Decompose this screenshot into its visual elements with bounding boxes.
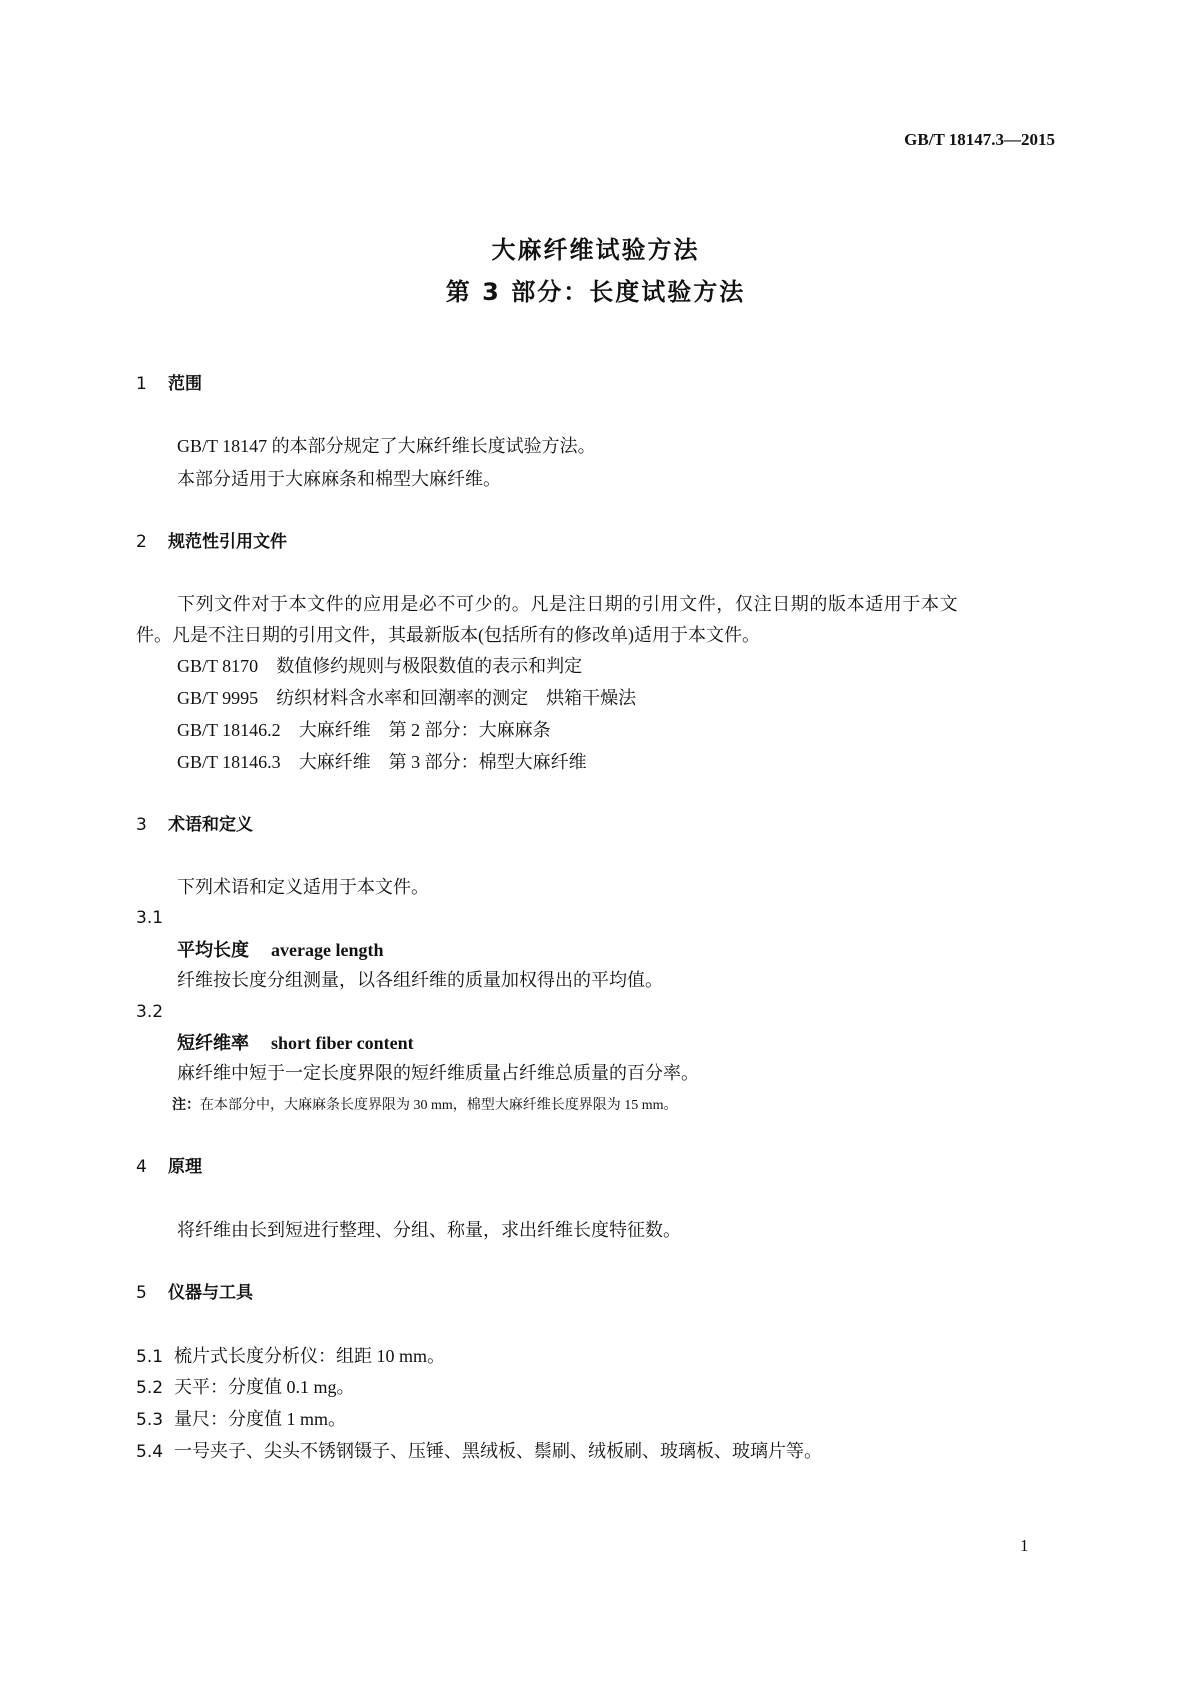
note <box>172 1094 678 1117</box>
item-text: 天平：分度值 0.1 mg。 <box>174 1377 355 1397</box>
section-3-heading <box>136 814 253 836</box>
page-number: 1 <box>1020 1536 1029 1555</box>
section-number: 5 <box>136 1283 147 1303</box>
section-number: 1 <box>136 374 147 394</box>
term-definition: 麻纤维中短于一定长度界限的短纤维质量占纤维总质量的百分率。 <box>177 1063 699 1083</box>
note-text: 在本部分中，大麻麻条长度界限为 30 mm，棉型大麻纤维长度界限为 15 mm。 <box>200 1098 678 1113</box>
term-number: 3.2 <box>136 1002 164 1022</box>
reference-code: GB/T 8170 <box>177 656 259 676</box>
paragraph: 下列术语和定义适用于本文件。 <box>177 877 429 897</box>
term-en: average length <box>271 940 384 960</box>
section-title: 范围 <box>168 374 202 394</box>
paragraph: 本部分适用于大麻麻条和棉型大麻纤维。 <box>177 469 501 489</box>
term-cn: 短纤维率 <box>177 1033 249 1054</box>
section-5-heading <box>136 1282 253 1304</box>
section-4-heading <box>136 1156 202 1178</box>
standard-number: GB/T 18147.3—2015 <box>904 130 1055 149</box>
term-number: 3.1 <box>136 908 164 928</box>
section-title: 仪器与工具 <box>168 1283 253 1303</box>
term-definition: 纤维按长度分组测量，以各组纤维的质量加权得出的平均值。 <box>177 970 663 990</box>
item-text: 一号夹子、尖头不锈钢镊子、压锤、黑绒板、鬃刷、绒板刷、玻璃板、玻璃片等。 <box>174 1441 822 1461</box>
section-title: 规范性引用文件 <box>168 532 287 552</box>
reference-code: GB/T 18146.3 <box>177 752 281 772</box>
reference-code: GB/T 18146.2 <box>177 720 281 740</box>
reference-title: 大麻纤维 第 2 部分：大麻麻条 <box>298 720 551 740</box>
reference-item <box>177 751 587 773</box>
list-item <box>136 1376 355 1399</box>
item-text: 量尺：分度值 1 mm。 <box>174 1409 347 1429</box>
paragraph: 将纤维由长到短进行整理、分组、称量，求出纤维长度特征数。 <box>177 1220 681 1240</box>
section-number: 3 <box>136 815 147 835</box>
paragraph: 件。凡是不注日期的引用文件，其最新版本(包括所有的修改单)适用于本文件。 <box>136 625 760 645</box>
term-cn: 平均长度 <box>177 940 249 961</box>
item-number: 5.3 <box>136 1410 164 1430</box>
reference-item <box>177 655 582 677</box>
paragraph: 下列文件对于本文件的应用是必不可少的。凡是注日期的引用文件，仅注日期的版本适用于本文 <box>177 594 959 614</box>
list-item <box>136 1440 822 1463</box>
item-text: 梳片式长度分析仪：组距 10 mm。 <box>174 1346 446 1366</box>
reference-title: 纺织材料含水率和回潮率的测定 烘箱干燥法 <box>276 688 637 708</box>
term-heading <box>177 939 383 962</box>
section-title: 原理 <box>168 1157 202 1177</box>
item-number: 5.4 <box>136 1442 164 1462</box>
paragraph: GB/T 18147 的本部分规定了大麻纤维长度试验方法。 <box>177 436 596 456</box>
reference-title: 大麻纤维 第 3 部分：棉型大麻纤维 <box>298 752 587 772</box>
reference-code: GB/T 9995 <box>177 688 259 708</box>
item-number: 5.1 <box>136 1347 164 1367</box>
document-subtitle: 第 3 部分：长度试验方法 <box>445 278 746 306</box>
note-label: 注： <box>172 1097 200 1113</box>
section-1-heading <box>136 373 202 395</box>
section-title: 术语和定义 <box>168 815 253 835</box>
list-item <box>136 1345 445 1368</box>
section-number: 4 <box>136 1157 147 1177</box>
section-2-heading <box>136 531 287 553</box>
item-number: 5.2 <box>136 1378 164 1398</box>
term-en: short fiber content <box>271 1033 414 1053</box>
list-item <box>136 1408 346 1431</box>
reference-item <box>177 687 636 709</box>
section-number: 2 <box>136 532 147 552</box>
term-heading <box>177 1032 414 1055</box>
document-title: 大麻纤维试验方法 <box>491 236 700 264</box>
reference-title: 数值修约规则与极限数值的表示和判定 <box>276 656 583 676</box>
reference-item <box>177 719 551 741</box>
